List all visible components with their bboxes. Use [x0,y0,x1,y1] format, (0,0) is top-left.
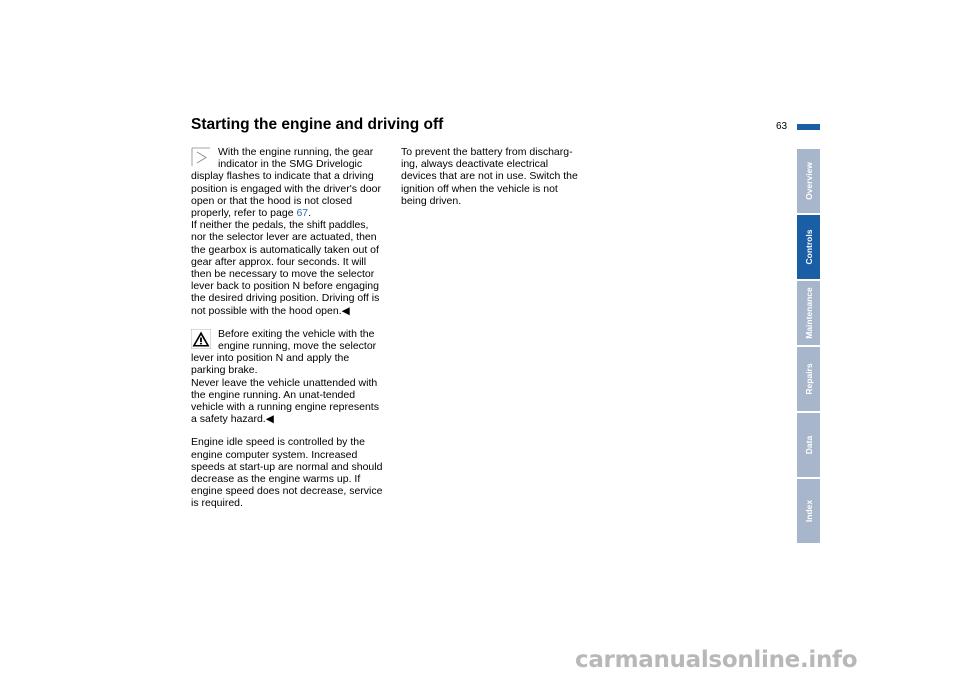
section-tabs [797,149,820,545]
note-line-1: With the engine running, the gear [218,146,374,158]
tab-repairs[interactable] [797,347,820,411]
warning-body-2: Never leave the vehicle unattended with the engine running. An unat-tended vehicle with a running engine represents a safety hazard.◀ [191,376,379,426]
tab-data[interactable] [797,413,820,477]
left-column [191,146,386,521]
tab-maintenance[interactable] [797,281,820,345]
page-link[interactable]: 67 [296,207,309,220]
note-body-2: If neither the pedals, the shift paddles, nor the selector lever are actuated, then the gearbox is automatically taken out of gear after approx. four seconds. It will then be necessary to move the selector lever back to position N before engaging the desired driving position. Driving off is not possible with the hood open.◀ [191,219,380,317]
tab-label: Overview [803,162,814,200]
arrow-note-icon [191,147,211,167]
tab-label: Index [803,499,814,523]
note-body: display flashes to indicate that a driving position is engaged with the driver's door open or that the hood is not closed properly, refer to page [191,170,381,220]
warning-line-1: Before exiting the vehicle with the [218,327,375,340]
battery-paragraph: To prevent the battery from discharg-ing, always deactivate electrical devices that are not in use. Switch the ignition off when the vehicle is not being driven. [401,146,578,207]
note-line-2: indicator in the SMG Drivelogic [218,158,363,171]
warning-triangle-icon [191,329,211,349]
tab-index[interactable] [797,479,820,543]
idle-speed-paragraph: Engine idle speed is controlled by the engine computer system. Increased speeds at start-up are normal and should decrease as the engine warms up. If engine speed does not decrease, service is required. [191,436,383,510]
note-block [191,146,386,317]
page-number-marker [797,124,820,130]
tab-label: Data [803,435,814,455]
page-number: 63 [776,121,788,132]
tab-controls[interactable] [797,215,820,279]
watermark: carmanualsonline.info [575,647,858,673]
page-title: Starting the engine and driving off [191,116,444,133]
tab-label: Maintenance [803,287,814,339]
note-body-end: . [308,207,312,220]
warning-body: lever into position N and apply the parking brake. [191,352,350,377]
warning-line-2: engine running, move the selector [218,340,377,353]
right-column [401,146,586,218]
tab-label: Controls [803,229,814,265]
tab-overview[interactable] [797,149,820,213]
warning-block [191,328,386,426]
tab-label: Repairs [803,363,814,395]
